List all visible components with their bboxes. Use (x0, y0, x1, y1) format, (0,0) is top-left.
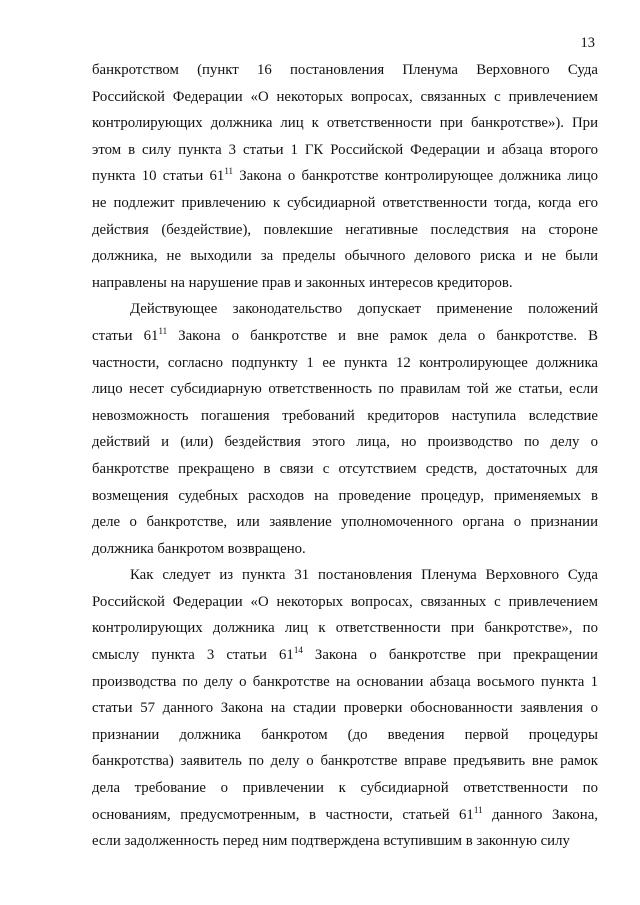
text-segment: смыслу пункта 3 статьи 61 (92, 647, 294, 664)
paragraph (92, 562, 598, 855)
text-segment: возмещения судебных расходов на проведение процедур, применяемых в (92, 487, 598, 504)
text-segment: Закона о банкротстве при прекращении (302, 647, 598, 664)
document-body (92, 57, 598, 855)
text-segment: дела требование о привлечении к субсидиарной ответственности по (92, 780, 598, 797)
text-line (92, 722, 598, 749)
text-line (92, 323, 598, 350)
text-segment: банкротстве прекращено в связи с отсутствием средств, достаточных для (92, 460, 598, 477)
text-line (92, 429, 598, 456)
text-segment: частности, согласно подпункту 1 ее пункта 12 контролирующее должника (92, 354, 598, 371)
text-line (92, 57, 598, 84)
text-segment: Действующее законодательство допускает применение положений (130, 301, 598, 318)
text-line (92, 536, 598, 563)
text-segment: статьи 61 (92, 327, 159, 344)
text-line (92, 350, 598, 377)
text-line (92, 775, 598, 802)
paragraph (92, 296, 598, 562)
text-segment: пункта 10 статьи 61 (92, 168, 225, 185)
text-line (92, 163, 598, 190)
page-number: 13 (580, 35, 595, 51)
text-segment: производства по делу о банкротстве на основании абзаца восьмого пункта 1 (92, 673, 598, 690)
text-line (92, 243, 598, 270)
text-line (92, 296, 598, 323)
text-line (92, 615, 598, 642)
text-segment: признании должника банкротом (до введения первой процедуры (92, 726, 598, 743)
text-segment: деле о банкротстве, или заявление уполномоченного органа о признании (92, 514, 598, 531)
text-segment: направлены на нарушение прав и законных интересов кредиторов. (92, 274, 513, 291)
superscript: 14 (293, 645, 303, 656)
text-segment: должника, не выходили за пределы обычного делового риска и не были (92, 248, 598, 265)
superscript: 11 (224, 166, 234, 177)
text-segment: основаниям, предусмотренным, в частности, статьей 61 (92, 806, 474, 823)
text-line (92, 509, 598, 536)
text-line (92, 695, 598, 722)
text-line (92, 669, 598, 696)
text-segment: Как следует из пункта 31 постановления Пленума Верховного Суда (130, 567, 598, 584)
text-line (92, 828, 598, 855)
text-segment: лицо несет субсидиарную ответственность по правилам той же статьи, если (92, 381, 598, 398)
superscript: 11 (473, 804, 483, 815)
text-segment: если задолженность перед ним подтверждена вступившим в законную силу (92, 833, 570, 850)
text-line (92, 270, 598, 297)
text-segment: невозможность погашения требований кредиторов наступила вследствие (92, 407, 598, 424)
text-line (92, 217, 598, 244)
text-segment: Российской Федерации «О некоторых вопросах, связанных с привлечением (92, 593, 598, 610)
text-line (92, 642, 598, 669)
paragraph (92, 57, 598, 296)
text-line (92, 589, 598, 616)
text-line (92, 802, 598, 829)
text-segment: Закона о банкротстве контролирующее должника лицо (233, 168, 599, 185)
text-segment: банкротства) заявитель по делу о банкротстве вправе предъявить вне рамок (92, 753, 598, 770)
text-segment: должника банкротом возвращено. (92, 540, 306, 557)
text-segment: банкротством (пункт 16 постановления Пленума Верховного Суда (92, 62, 598, 78)
text-segment: этом в силу пункта 3 статьи 1 ГК Российской Федерации и абзаца второго (92, 141, 598, 158)
text-segment: не подлежит привлечению к субсидиарной ответственности тогда, когда его (92, 194, 598, 211)
text-line (92, 456, 598, 483)
text-line (92, 376, 598, 403)
superscript: 11 (158, 325, 168, 336)
text-segment: статьи 57 данного Закона на стадии проверки обоснованности заявления о (92, 700, 598, 717)
text-segment: действия (бездействие), повлекшие негативные последствия на стороне (92, 221, 598, 238)
text-segment: данного Закона, (482, 806, 598, 823)
text-segment: контролирующих должника лиц к ответственности при банкротстве»). При (92, 115, 598, 132)
text-line (92, 748, 598, 775)
text-line (92, 562, 598, 589)
text-segment: Российской Федерации «О некоторых вопросах, связанных с привлечением (92, 88, 598, 105)
text-line (92, 483, 598, 510)
text-line (92, 110, 598, 137)
text-segment: действий и (или) бездействия этого лица, но производство по делу о (92, 434, 598, 451)
text-line (92, 403, 598, 430)
text-segment: контролирующих должника лиц к ответственности при банкротстве», по (92, 620, 598, 637)
text-line (92, 84, 598, 111)
text-segment: Закона о банкротстве и вне рамок дела о банкротстве. В (167, 327, 598, 344)
text-line (92, 137, 598, 164)
text-line (92, 190, 598, 217)
